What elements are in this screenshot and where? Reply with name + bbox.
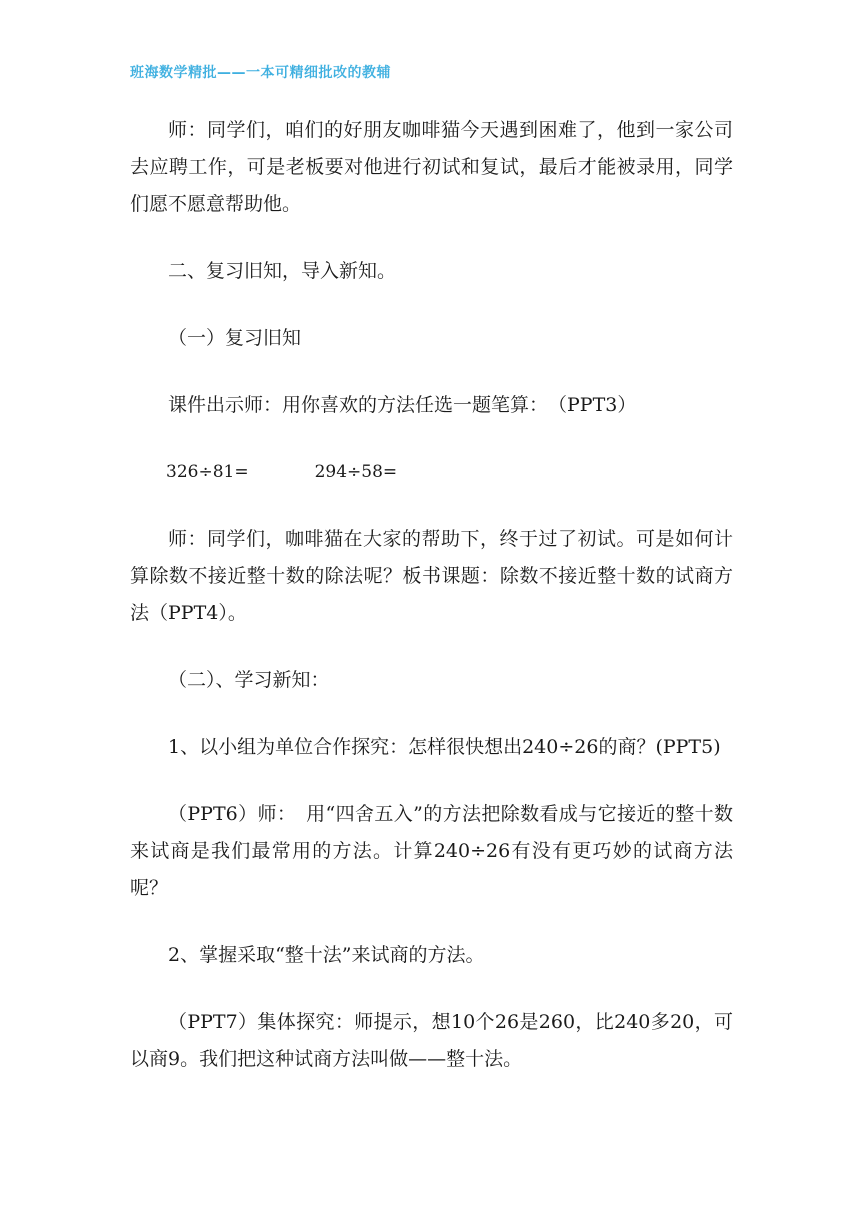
- subsection-heading-new: （二）、学习新知：: [168, 669, 330, 691]
- paragraph-rounding-method: （PPT6）师： 用“四舍五入”的方法把除数看成与它接近的整十数来试商是我们最常用的方法。计算240÷26有没有更巧妙的试商方法呢？: [130, 803, 733, 899]
- document-body: [130, 112, 733, 1078]
- paragraph-collective-inquiry: （PPT7）集体探究：师提示，想10个26是260，比240多20，可以商9。我们把这种试商方法叫做——整十法。: [130, 1011, 733, 1070]
- math-expressions: [130, 454, 733, 491]
- paragraph-lesson-topic: 师：同学们，咖啡猫在大家的帮助下，终于过了初试。可是如何计算除数不接近整十数的除法呢？板书课题：除数不接近整十数的试商方法（PPT4）。: [130, 528, 733, 624]
- paragraph-exercise-prompt: 课件出示师：用你喜欢的方法任选一题笔算： （PPT3）: [168, 394, 637, 416]
- math-expression-2: 294÷58=: [314, 462, 398, 482]
- paragraph-intro: 师：同学们，咱们的好朋友咖啡猫今天遇到困难了，他到一家公司去应聘工作，可是老板要对他进行初试和复试，最后才能被录用，同学们愿不愿意帮助他。: [130, 119, 733, 215]
- paragraph-group-inquiry: 1、以小组为单位合作探究：怎样很快想出240÷26的商？(PPT5): [168, 736, 721, 758]
- subsection-heading-review: （一）复习旧知: [168, 327, 302, 349]
- paragraph-whole-ten-method: 2、掌握采取“整十法”来试商的方法。: [168, 944, 485, 966]
- section-heading-review: 二、复习旧知，导入新知。: [168, 260, 397, 282]
- page-header: 班海数学精批——一本可精细批改的教辅: [130, 65, 391, 81]
- math-expression-1: 326÷81=: [166, 462, 249, 482]
